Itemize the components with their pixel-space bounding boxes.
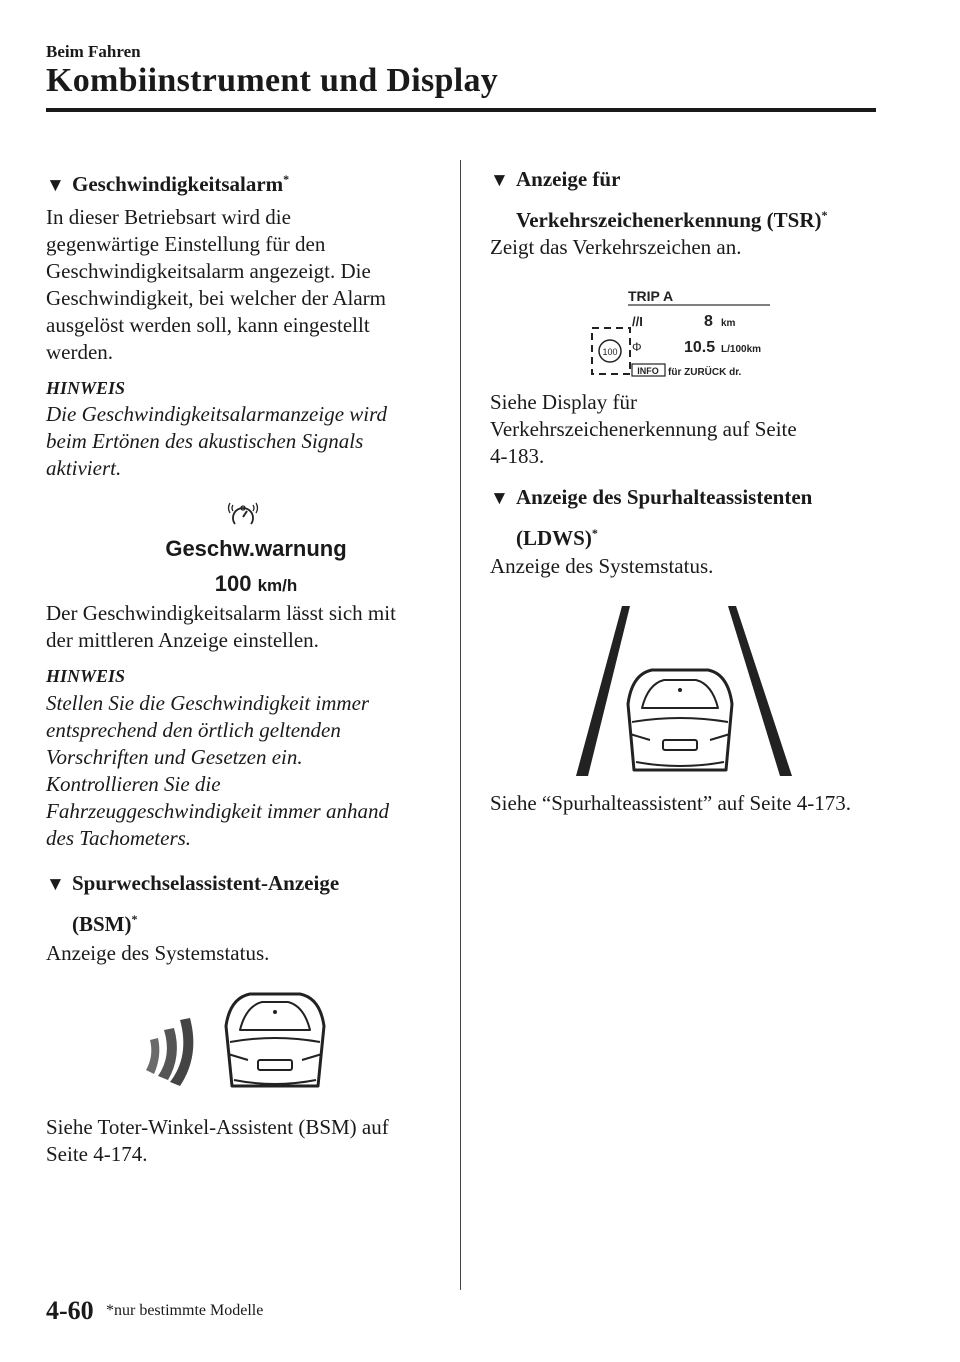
speed-alarm-body2: Der Geschwindigkeitsalarm lässt sich mit der mittleren Anzeige einstellen.: [46, 601, 396, 652]
note-text-2: Stellen Sie die Geschwindigkeit immer entsprechend den örtlich geltenden Vorschriften und Gesetzen ein. Kontrollieren Sie die Fahrzeuggeschwindigkeit immer anhand des Tachometers.: [46, 691, 389, 850]
speed-warning-value: 100 km/h: [214, 571, 298, 596]
tsr-display: [588, 284, 778, 380]
svg-text:km: km: [721, 318, 736, 329]
tsr-heading: ▼ Anzeige für Verkehrszeichenerkennung (TSR)*: [490, 162, 827, 237]
svg-text://I: //I: [632, 314, 643, 329]
bsm-body: Anzeige des Systemstatus.: [46, 941, 270, 965]
speed-alarm-body: In dieser Betriebsart wird die gegenwärtige Einstellung für den Geschwindigkeitsalarm angezeigt. Die Geschwindigkeit, bei welcher der Alarm ausgelöst werden soll, kann eingestellt werden.: [46, 205, 386, 364]
trip-label: TRIP A: [628, 288, 674, 304]
svg-text:L/100km: L/100km: [721, 344, 762, 355]
car-rear-icon: [226, 994, 324, 1086]
triangle-bullet-icon: ▼: [46, 175, 65, 196]
svg-text:INFO: INFO: [637, 366, 659, 376]
bsm-illustration: [140, 986, 350, 1096]
bsm-reference: Siehe Toter-Winkel-Assistent (BSM) auf Seite 4-174.: [46, 1115, 389, 1166]
footer-note: *nur bestimmte Modelle: [106, 1302, 264, 1319]
svg-text:8: 8: [704, 313, 713, 330]
svg-text:Φ: Φ: [632, 340, 642, 354]
tsr-reference: Siehe Display für Verkehrszeichenerkennung auf Seite 4-183.: [490, 390, 797, 468]
right-lane-line: [728, 606, 792, 776]
ldws-reference: Siehe “Spurhalteassistent” auf Seite 4-173.: [490, 791, 851, 815]
left-lane-line: [576, 606, 630, 776]
ldws-illustration: [570, 604, 800, 778]
triangle-bullet-icon: ▼: [490, 170, 509, 191]
page-title: Kombiinstrument und Display: [46, 62, 499, 99]
bsm-warning-icon: [146, 1018, 193, 1086]
ldws-body: Anzeige des Systemstatus.: [490, 554, 714, 578]
triangle-bullet-icon: ▼: [490, 488, 509, 509]
page-number: 4-60: [46, 1296, 94, 1325]
speed-warning-icon: [226, 498, 260, 530]
ldws-heading: ▼ Anzeige des Spurhalteassistenten (LDWS)*: [490, 480, 812, 555]
speed-alarm-heading: ▼ Geschwindigkeitsalarm*: [46, 162, 289, 203]
bsm-heading: ▼ Spurwechselassistent-Anzeige (BSM)*: [46, 866, 339, 941]
column-divider: [460, 160, 461, 1290]
tsr-body: Zeigt das Verkehrszeichen an.: [490, 235, 742, 259]
svg-text:10.5: 10.5: [684, 339, 716, 356]
triangle-bullet-icon: ▼: [46, 874, 65, 895]
title-rule: [46, 108, 876, 112]
note-title-2: HINWEIS: [46, 666, 126, 686]
note-text: Die Geschwindigkeitsalarmanzeige wird beim Ertönen des akustischen Signals aktiviert.: [46, 402, 388, 480]
svg-text:100: 100: [602, 347, 618, 357]
car-rear-icon: [628, 670, 732, 770]
section-label: Beim Fahren: [46, 42, 141, 61]
speed-warning-label: Geschw.warnung: [165, 536, 347, 561]
note-title: HINWEIS: [46, 378, 126, 398]
svg-text:für ZURÜCK dr.: für ZURÜCK dr.: [668, 367, 742, 378]
